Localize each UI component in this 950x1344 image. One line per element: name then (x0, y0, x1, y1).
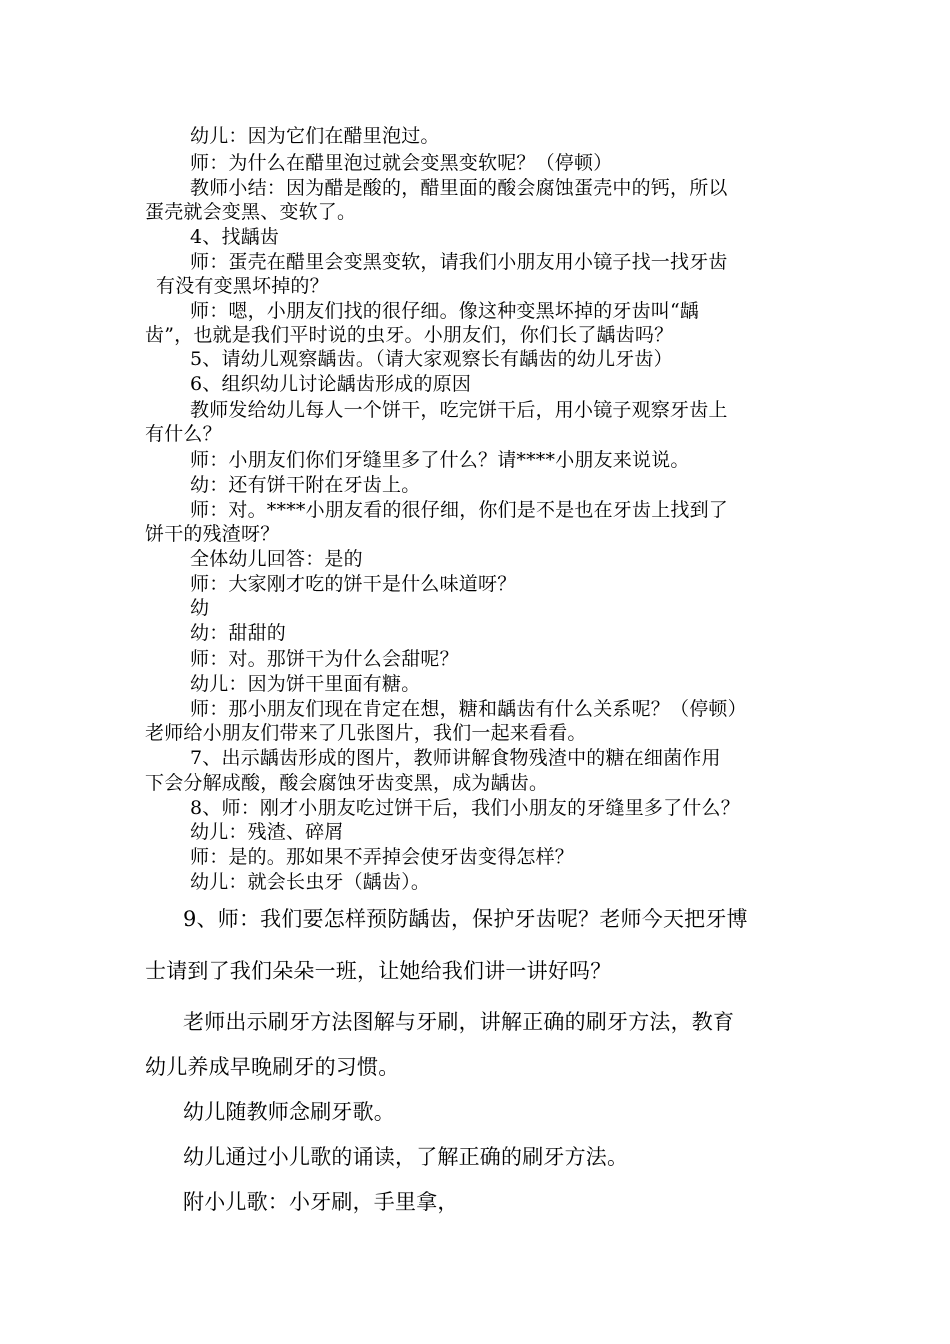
text-line: 幼 (190, 597, 210, 619)
text-line: 幼：甜甜的 (190, 622, 287, 644)
text-line: 师：大家刚才吃的饼干是什么味道呀？ (190, 573, 517, 595)
text-line: 幼儿养成早晚刷牙的习惯。 (145, 1055, 400, 1079)
text-line: 齿”，也就是我们平时说的虫牙。小朋友们，你们长了龋齿吗？ (145, 324, 674, 346)
text-line: 老师给小朋友们带来了几张图片，我们一起来看看。 (145, 722, 587, 744)
text-line: 幼儿通过小儿歌的诵读，了解正确的刷牙方法。 (183, 1145, 629, 1169)
text-line: 教师小结：因为醋是酸的，醋里面的酸会腐蚀蛋壳中的钙，所以 (190, 177, 728, 199)
text-line: 幼儿随教师念刷牙歌。 (183, 1100, 395, 1124)
text-line: 师：对。那饼干为什么会甜呢？ (190, 648, 459, 670)
text-line: 幼：还有饼干附在牙齿上。 (190, 474, 421, 496)
text-line: 师：嗯，小朋友们找的很仔细。像这种变黑坏掉的牙齿叫“龋 (190, 300, 700, 322)
text-line: 附小儿歌：小牙刷，手里拿， (183, 1190, 459, 1214)
text-line: 饼干的残渣呀？ (145, 523, 280, 545)
text-line: 师：是的。那如果不弄掉会使牙齿变得怎样？ (190, 846, 575, 868)
text-line: 教师发给幼儿每人一个饼干，吃完饼干后，用小镜子观察牙齿上 (190, 399, 728, 421)
text-line: 师：小朋友们你们牙缝里多了什么？请****小朋友来说说。 (190, 449, 690, 471)
text-line: 幼儿：因为它们在醋里泡过。 (190, 125, 440, 147)
text-line: 幼儿：因为饼干里面有糖。 (190, 673, 421, 695)
text-line: 幼儿：就会长虫牙（龋齿）。 (190, 871, 431, 893)
text-line: 5、请幼儿观察龋齿。（请大家观察长有龋齿的幼儿牙齿） (190, 348, 673, 370)
text-line: 6、组织幼儿讨论龋齿形成的原因 (190, 373, 472, 395)
text-line: 师：那小朋友们现在肯定在想，糖和龋齿有什么关系呢？（停顿） (190, 698, 747, 720)
text-line: 4、找龋齿 (190, 226, 280, 248)
text-line: 7、出示龋齿形成的图片，教师讲解食物残渣中的糖在细菌作用 (190, 747, 721, 769)
text-line: 有没有变黑坏掉的？ (156, 275, 329, 297)
text-line: 师：蛋壳在醋里会变黑变软，请我们小朋友用小镜子找一找牙齿 (190, 251, 728, 273)
text-line: 蛋壳就会变黑、变软了。 (145, 201, 357, 223)
text-line: 老师出示刷牙方法图解与牙刷，讲解正确的刷牙方法，教育 (183, 1010, 735, 1034)
text-line: 师：为什么在醋里泡过就会变黑变软呢？（停顿） (190, 152, 613, 174)
text-line: 全体幼儿回答：是的 (190, 548, 363, 570)
text-line: 9、师：我们要怎样预防龋齿，保护牙齿呢？老师今天把牙博 (183, 907, 748, 931)
text-line: 幼儿：残渣、碎屑 (190, 821, 344, 843)
text-line: 士请到了我们朵朵一班，让她给我们讲一讲好吗？ (145, 959, 612, 983)
text-line: 有什么？ (145, 423, 222, 445)
text-line: 师：对。****小朋友看的很仔细，你们是不是也在牙齿上找到了 (190, 499, 729, 521)
text-line: 8、师：刚才小朋友吃过饼干后，我们小朋友的牙缝里多了什么？ (190, 797, 740, 819)
text-line: 下会分解成酸，酸会腐蚀牙齿变黑，成为龋齿。 (145, 772, 549, 794)
